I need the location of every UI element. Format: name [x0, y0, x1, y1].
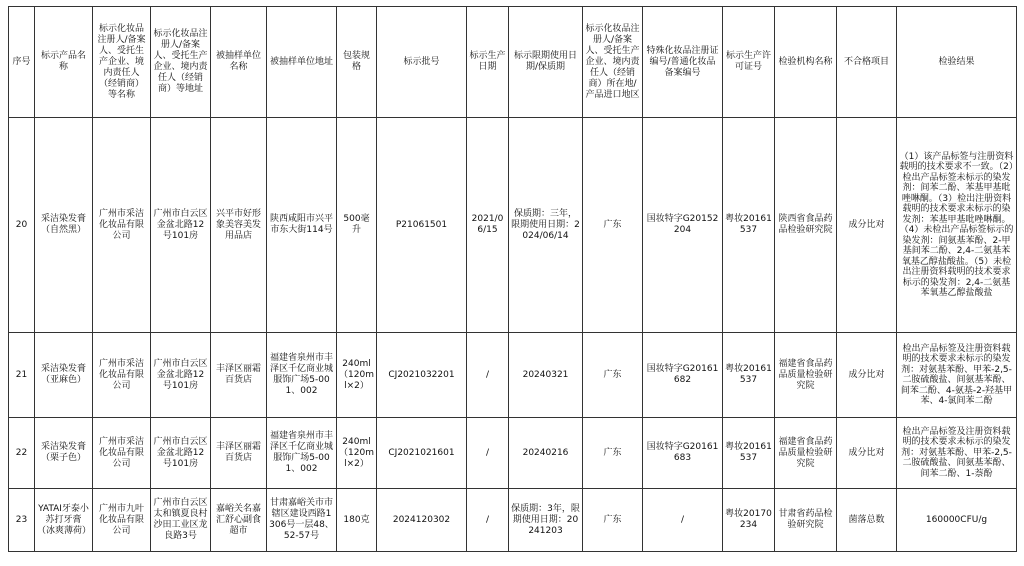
- cell-expiry: 保质期：三年，限期使用日期：2024/06/14: [509, 118, 583, 333]
- cell-registrant-name: 广州市九叶化妆品有限公司: [93, 489, 151, 552]
- cell-inspection-agency: 福建省食品药品质量检验研究院: [775, 333, 837, 418]
- header-inspection-agency: 检验机构名称: [775, 7, 837, 118]
- cell-sampled-unit-address: 陕西咸阳市兴平市东大街114号: [267, 118, 337, 333]
- cell-sampled-unit-name: 丰泽区丽霜百货店: [211, 418, 267, 489]
- header-result: 检验结果: [897, 7, 1017, 118]
- cell-registrant-address: 广州市白云区太和镇夏良村沙田工业区龙良路3号: [151, 489, 211, 552]
- cell-index: 22: [9, 418, 35, 489]
- table-row: [9, 489, 1017, 552]
- cell-registration-number: 国妆特字G20152204: [643, 118, 723, 333]
- header-package-spec: 包装规格: [337, 7, 377, 118]
- cell-license-number: 粤妆20161537: [723, 333, 775, 418]
- cell-registrant-address: 广州市白云区金盆北路12号101房: [151, 118, 211, 333]
- cell-registrant-name: 广州市采洁化妆品有限公司: [93, 118, 151, 333]
- cell-failed-item: 成分比对: [837, 333, 897, 418]
- cell-expiry: 保质期：3年，限期使用日期：20241203: [509, 489, 583, 552]
- cell-production-date: /: [467, 418, 509, 489]
- cell-index: 20: [9, 118, 35, 333]
- cell-product-name: 采洁染发膏（栗子色）: [35, 418, 93, 489]
- cell-failed-item: 成分比对: [837, 118, 897, 333]
- cell-registration-number: /: [643, 489, 723, 552]
- cell-expiry: 20240321: [509, 333, 583, 418]
- cell-product-name: YATAI牙泰小苏打牙膏（冰爽薄荷）: [35, 489, 93, 552]
- cell-result: 160000CFU/g: [897, 489, 1017, 552]
- header-batch-number: 标示批号: [377, 7, 467, 118]
- table-row: [9, 118, 1017, 333]
- cell-batch-number: CJ2021021601: [377, 418, 467, 489]
- table-header-row: [9, 7, 1017, 118]
- cell-sampled-unit-address: 甘肃嘉峪关市市辖区建设西路1306号一层48、52-57号: [267, 489, 337, 552]
- cell-sampled-unit-name: 嘉峪关名嘉汇舒心副食超市: [211, 489, 267, 552]
- header-production-date: 标示生产日期: [467, 7, 509, 118]
- cell-inspection-agency: 陕西省食品药品检验研究院: [775, 118, 837, 333]
- cell-sampled-unit-name: 兴平市好形象美容美发用品店: [211, 118, 267, 333]
- cell-failed-item: 菌落总数: [837, 489, 897, 552]
- cell-origin-region: 广东: [583, 489, 643, 552]
- cell-production-date: /: [467, 489, 509, 552]
- inspection-results-table: [8, 6, 1017, 552]
- cell-result: 检出产品标签及注册资料载明的技术要求未标示的染发剂：对氨基苯酚、甲苯-2,5-二胺硫酸盐、间氨基苯酚、间苯二酚、1-萘酚: [897, 418, 1017, 489]
- cell-origin-region: 广东: [583, 118, 643, 333]
- cell-registrant-name: 广州市采洁化妆品有限公司: [93, 418, 151, 489]
- cell-package-spec: 240ml（120ml×2）: [337, 418, 377, 489]
- document-page: [8, 6, 1016, 552]
- cell-batch-number: P21061501: [377, 118, 467, 333]
- cell-package-spec: 240ml（120ml×2）: [337, 333, 377, 418]
- cell-registration-number: 国妆特字G20161682: [643, 333, 723, 418]
- cell-index: 21: [9, 333, 35, 418]
- cell-origin-region: 广东: [583, 333, 643, 418]
- cell-batch-number: CJ2021032201: [377, 333, 467, 418]
- cell-origin-region: 广东: [583, 418, 643, 489]
- cell-registrant-address: 广州市白云区金盆北路12号101房: [151, 418, 211, 489]
- cell-product-name: 采洁染发膏（自然黑）: [35, 118, 93, 333]
- cell-production-date: /: [467, 333, 509, 418]
- cell-inspection-agency: 甘肃省药品检验研究院: [775, 489, 837, 552]
- cell-inspection-agency: 福建省食品药品质量检验研究院: [775, 418, 837, 489]
- cell-result: 检出产品标签及注册资料载明的技术要求未标示的染发剂：对氨基苯酚、甲苯-2,5-二胺硫酸盐、间氨基苯酚、间苯二酚、4-氨基-2-羟基甲苯、4-氯间苯二酚: [897, 333, 1017, 418]
- header-sampled-unit-address: 被抽样单位地址: [267, 7, 337, 118]
- cell-sampled-unit-name: 丰泽区丽霜百货店: [211, 333, 267, 418]
- header-registration-number: 特殊化妆品注册证编号/普通化妆品备案编号: [643, 7, 723, 118]
- cell-sampled-unit-address: 福建省泉州市丰泽区千亿商业城服饰广场5-001、002: [267, 418, 337, 489]
- cell-expiry: 20240216: [509, 418, 583, 489]
- header-sampled-unit-name: 被抽样单位名称: [211, 7, 267, 118]
- header-license-number: 标示生产许可证号: [723, 7, 775, 118]
- cell-registrant-address: 广州市白云区金盆北路12号101房: [151, 333, 211, 418]
- cell-license-number: 粤妆20170234: [723, 489, 775, 552]
- cell-license-number: 粤妆20161537: [723, 418, 775, 489]
- cell-package-spec: 500毫升: [337, 118, 377, 333]
- cell-sampled-unit-address: 福建省泉州市丰泽区千亿商业城服饰广场5-001、002: [267, 333, 337, 418]
- cell-registrant-name: 广州市采洁化妆品有限公司: [93, 333, 151, 418]
- header-failed-item: 不合格项目: [837, 7, 897, 118]
- cell-production-date: 2021/06/15: [467, 118, 509, 333]
- header-index: 序号: [9, 7, 35, 118]
- cell-package-spec: 180克: [337, 489, 377, 552]
- cell-product-name: 采洁染发膏（亚麻色）: [35, 333, 93, 418]
- header-registrant-name: 标示化妆品注册人/备案人、受托生产企业、境内责任人（经销商）等名称: [93, 7, 151, 118]
- cell-index: 23: [9, 489, 35, 552]
- cell-failed-item: 成分比对: [837, 418, 897, 489]
- header-origin-region: 标示化妆品注册人/备案人、受托生产企业、境内责任人（经销商）所在地/产品进口地区: [583, 7, 643, 118]
- table-row: [9, 333, 1017, 418]
- header-registrant-address: 标示化妆品注册人/备案人、受托生产企业、境内责任人（经销商）等地址: [151, 7, 211, 118]
- header-product-name: 标示产品名称: [35, 7, 93, 118]
- header-expiry: 标示限期使用日期/保质期: [509, 7, 583, 118]
- cell-license-number: 粤妆20161537: [723, 118, 775, 333]
- cell-registration-number: 国妆特字G20161683: [643, 418, 723, 489]
- table-row: [9, 418, 1017, 489]
- cell-batch-number: 2024120302: [377, 489, 467, 552]
- cell-result: （1）该产品标签与注册资料载明的技术要求不一致。（2）检出产品标签未标示的染发剂：间苯二酚、苯基甲基吡唑啉酮。（3）检出注册资料载明的技术要求未标示的染发剂：苯基甲基吡唑啉酮。（4）未检出产品标签标示的染发剂：间氨基苯酚、2-甲基间苯二酚、2,4-二氨基苯氧基乙醇盐酸盐。（5）未检出注册资料载明的技术要求标示的染发剂：2,4-二氨基苯氧基乙醇盐酸盐: [897, 118, 1017, 333]
